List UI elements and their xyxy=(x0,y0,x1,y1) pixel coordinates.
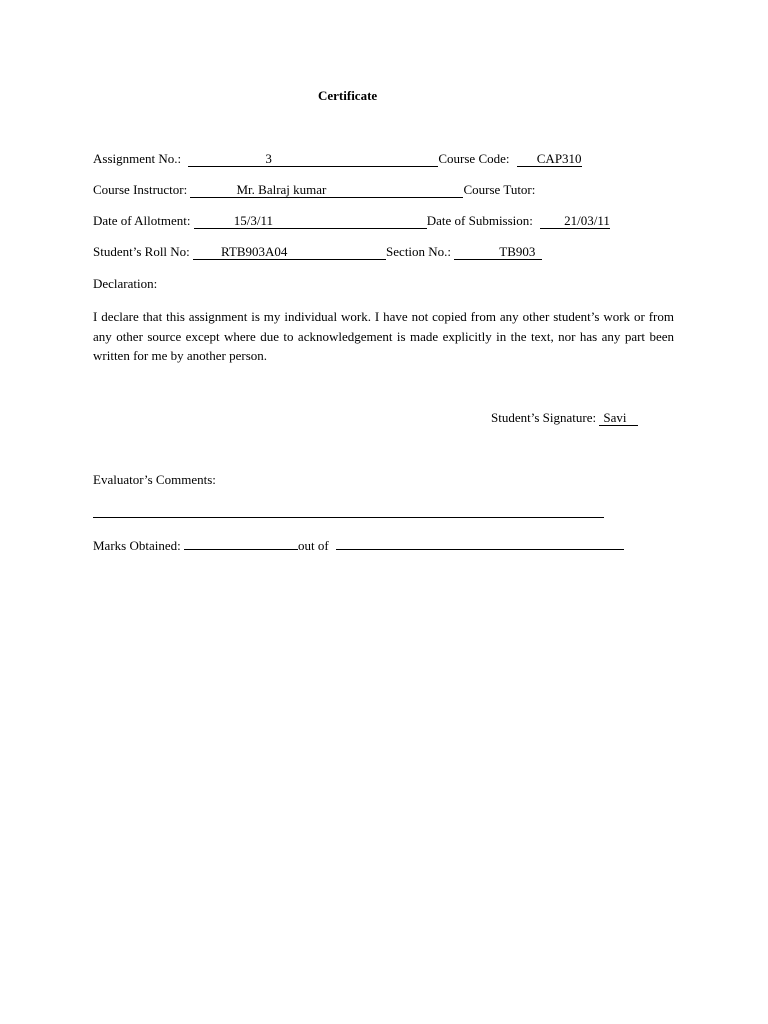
roll-no-field[interactable] xyxy=(193,245,386,260)
marks-total-field[interactable] xyxy=(336,535,624,550)
course-instructor-label: Course Instructor: xyxy=(93,182,188,197)
assignment-field[interactable] xyxy=(188,152,438,167)
out-of-label: out of xyxy=(297,538,329,553)
date-allotment-value: 15/3/11 xyxy=(233,213,273,228)
signature-row xyxy=(491,410,638,426)
marks-label: Marks Obtained: xyxy=(93,538,181,553)
declaration-heading: Declaration: xyxy=(93,276,158,291)
date-submission-field[interactable] xyxy=(540,214,610,229)
assignment-label: Assignment No.: xyxy=(93,151,182,166)
course-code-value: CAP310 xyxy=(536,151,582,166)
date-submission-label: Date of Submission: xyxy=(426,213,533,228)
date-allotment-label: Date of Allotment: xyxy=(93,213,191,228)
roll-no-value: RTB903A04 xyxy=(221,244,288,259)
marks-obtained-field[interactable] xyxy=(184,535,298,550)
instructor-row xyxy=(93,182,535,200)
course-instructor-field[interactable] xyxy=(190,183,463,198)
course-code-label: Course Code: xyxy=(438,151,510,166)
evaluator-comments-label: Evaluator’s Comments: xyxy=(93,472,216,487)
marks-row xyxy=(93,535,624,553)
page-title: Certificate xyxy=(318,88,378,103)
section-no-label: Section No.: xyxy=(386,244,452,259)
evaluator-comments-line[interactable] xyxy=(93,517,604,518)
date-allotment-field[interactable] xyxy=(194,214,427,229)
declaration-text: I declare that this assignment is my individual work. I have not copied from any other student’s work or from any other source except where due to acknowledgement is made explicitly in the text, nor has any part been written for me by another person. xyxy=(93,309,674,363)
signature-field[interactable] xyxy=(599,410,638,426)
section-no-value: TB903 xyxy=(499,244,536,259)
course-code-field[interactable] xyxy=(517,152,582,167)
section-no-field[interactable] xyxy=(454,245,542,260)
signature-value: Savi xyxy=(603,410,627,425)
assignment-value: 3 xyxy=(265,151,272,166)
roll-section-row xyxy=(93,244,542,262)
assignment-row xyxy=(93,151,582,169)
course-instructor-value: Mr. Balraj kumar xyxy=(236,182,327,197)
roll-no-label: Student’s Roll No: xyxy=(93,244,190,259)
course-tutor-label: Course Tutor: xyxy=(463,182,536,197)
signature-label: Student’s Signature: xyxy=(491,410,597,425)
date-submission-value: 21/03/11 xyxy=(564,213,610,228)
dates-row xyxy=(93,213,610,231)
